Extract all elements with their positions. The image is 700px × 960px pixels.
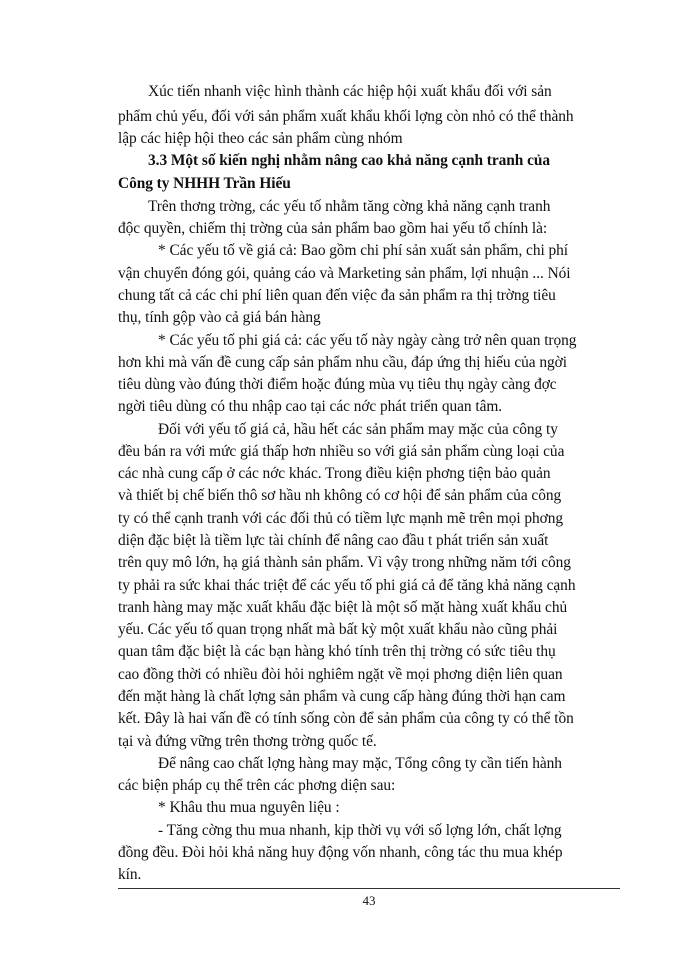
- section-heading-line: Công ty NHHH Trần Hiếu: [118, 175, 291, 192]
- body-line: đến mặt hàng là chất lợng sản phẩm và cung cấp hàng đúng thời hạn cam: [118, 688, 566, 705]
- body-line: hơn khi mà vấn đề cung cấp sản phẩm nhu cầu, đáp ứng thị hiếu của ngời: [118, 354, 567, 371]
- body-line: ty có thể cạnh tranh với các đối thủ có tiềm lực mạnh mẽ trên mọi phơng: [118, 510, 564, 527]
- body-line: đồng đều. Đòi hỏi khả năng huy động vốn nhanh, công tác thu mua khép: [118, 844, 563, 861]
- body-line: tiêu dùng vào đúng thời điểm hoặc đúng mùa vụ tiêu thụ ngày càng đợc: [118, 376, 557, 393]
- body-line: và thiết bị chế biến thô sơ hầu nh không có cơ hội để sản phẩm của công: [118, 487, 562, 504]
- body-line: Trên thơng trờng, các yếu tố nhằm tăng cờng khả năng cạnh tranh: [148, 198, 551, 215]
- body-line: các biện pháp cụ thể trên các phơng diện sau:: [118, 777, 396, 794]
- body-line: Đối với yếu tố giá cả, hầu hết các sản phẩm may mặc của công ty: [158, 421, 558, 438]
- footer-rule: [118, 888, 620, 889]
- body-line: - Tăng cờng thu mua nhanh, kịp thời vụ với số lợng lớn, chất lợng: [158, 822, 562, 839]
- body-line: thụ, tính gộp vào cả giá bán hàng: [118, 309, 321, 326]
- body-line: quan tâm đặc biệt là các bạn hàng khó tính trên thị trờng có sức tiêu thụ: [118, 643, 556, 660]
- body-line: diện đặc biệt là tiềm lực tài chính để nâng cao đầu t phát triển sản xuất: [118, 532, 549, 549]
- section-heading-line: 3.3 Một số kiến nghị nhằm nâng cao khả năng cạnh tranh của: [148, 152, 551, 169]
- body-line: phẩm chủ yếu, đối với sản phẩm xuất khẩu khối lợng còn nhỏ có thể thành: [118, 108, 574, 125]
- body-line: chung tất cả các chi phí liên quan đến việc đa sản phẩm ra thị trờng tiêu: [118, 287, 556, 304]
- body-line: độc quyền, chiếm thị trờng của sản phẩm bao gồm hai yếu tố chính là:: [118, 220, 548, 237]
- page-number: 43: [362, 893, 376, 908]
- body-line: Xúc tiến nhanh việc hình thành các hiệp hội xuất khẩu đối với sản: [148, 83, 552, 100]
- body-line: kín.: [118, 866, 142, 883]
- body-line: Để nâng cao chất lợng hàng may mặc, Tổng công ty cần tiến hành: [158, 755, 562, 772]
- body-line: ngời tiêu dùng có thu nhập cao tại các nớc phát triển quan tâm.: [118, 398, 503, 415]
- body-line: yếu. Các yếu tố quan trọng nhất mà bất kỳ một xuất khẩu nào cũng phải: [118, 621, 558, 638]
- body-line: kết. Đây là hai vấn đề có tính sống còn để sản phẩm của công ty có thể tồn: [118, 710, 574, 727]
- body-line: các nhà cung cấp ở các nớc khác. Trong điều kiện phơng tiện bảo quản: [118, 465, 551, 482]
- body-line: cao đồng thời có nhiều đòi hỏi nghiêm ngặt về mọi phơng diện liên quan: [118, 666, 563, 683]
- body-line: tranh hàng may mặc xuất khẩu đặc biệt là một số mặt hàng xuất khẩu chủ: [118, 599, 568, 616]
- body-line: * Khâu thu mua nguyên liệu :: [158, 799, 340, 816]
- body-line: lập các hiệp hội theo các sản phẩm cùng nhóm: [118, 130, 403, 147]
- body-line: * Các yếu tố về giá cả: Bao gồm chi phí sản xuất sản phẩm, chi phí: [158, 242, 569, 259]
- body-line: ty phải ra sức khai thác triệt để các yếu tố phi giá cả để tăng khả năng cạnh: [118, 577, 576, 594]
- body-line: đều bán ra với mức giá thấp hơn nhiều so với giá sản phẩm cùng loại của: [118, 443, 565, 460]
- body-line: trên quy mô lớn, hạ giá thành sản phẩm. Vì vậy trong những năm tới công: [118, 554, 571, 571]
- body-line: * Các yếu tố phi giá cả: các yếu tố này ngày càng trở nên quan trọng: [158, 332, 577, 349]
- body-line: vận chuyển đóng gói, quảng cáo và Marketing sản phẩm, lợi nhuận ... Nói: [118, 265, 571, 282]
- body-line: tại và đứng vững trên thơng trờng quốc tế.: [118, 733, 377, 750]
